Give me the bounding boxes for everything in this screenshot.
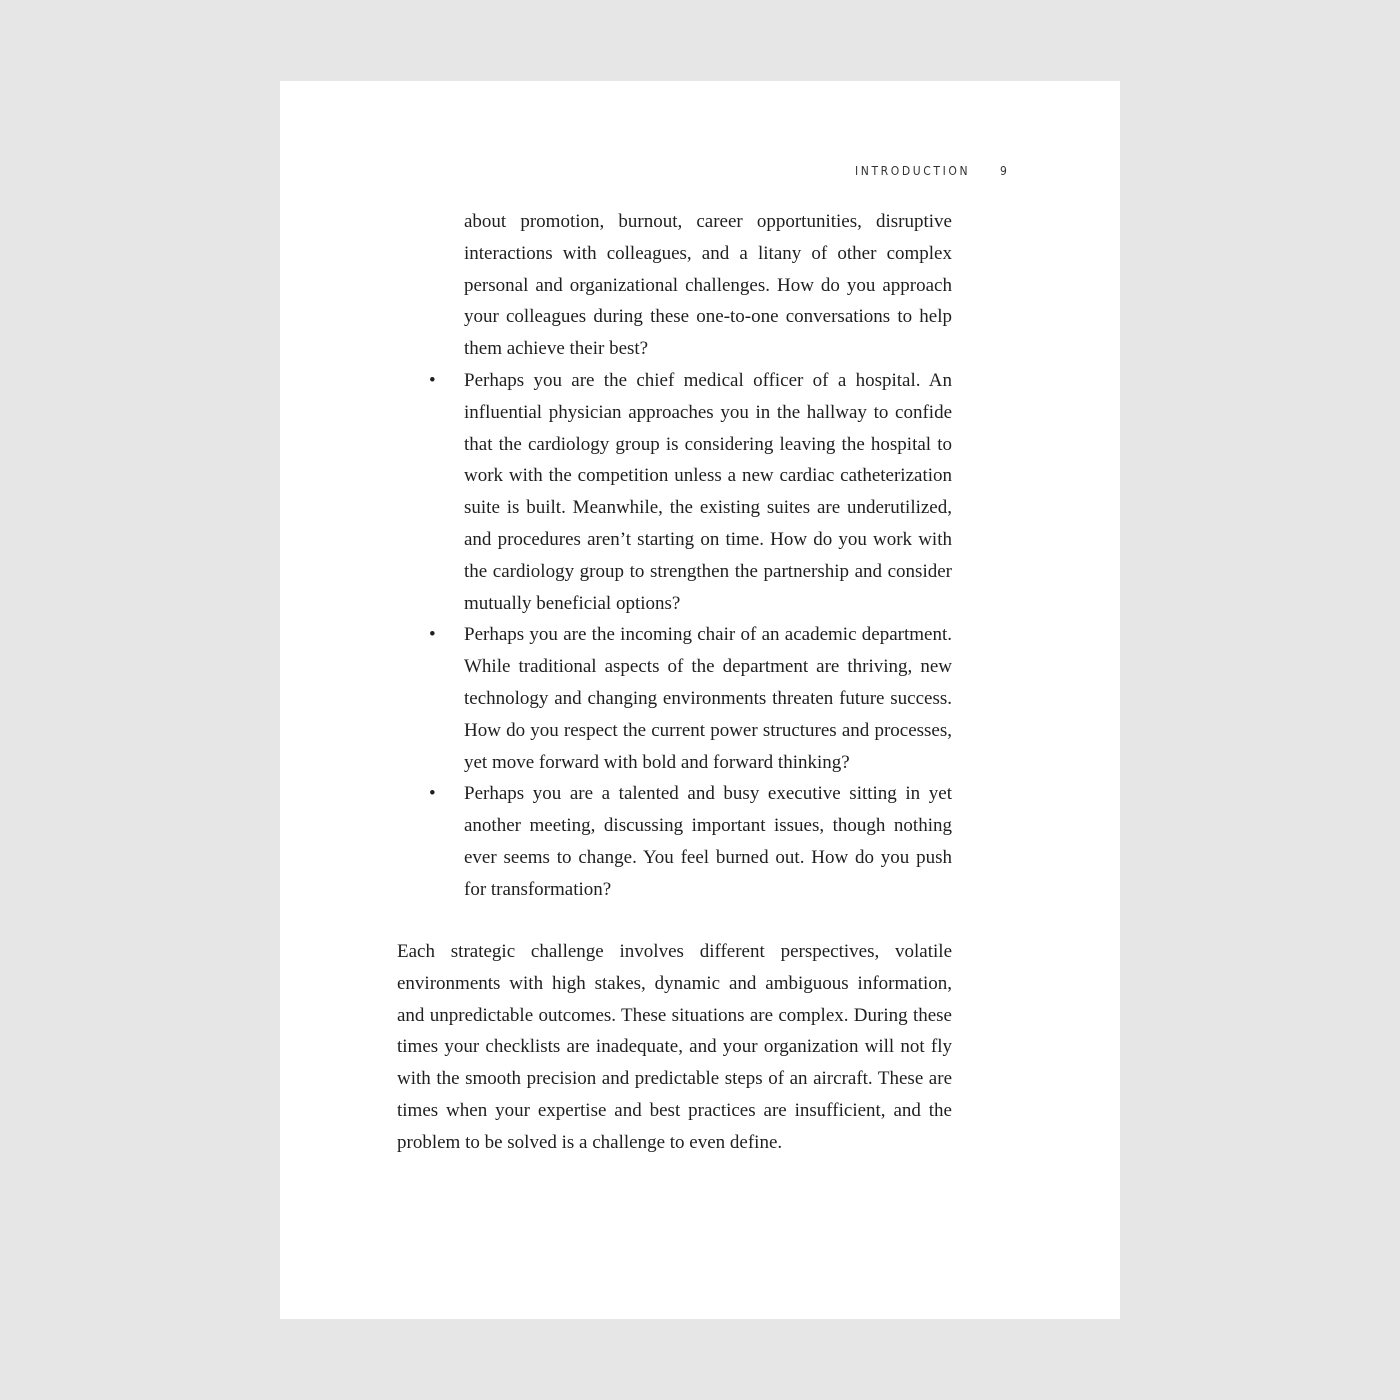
bullet-marker: •	[429, 783, 436, 805]
bullet-list	[429, 206, 952, 906]
page-number: 9	[1000, 164, 1010, 178]
list-item-department-chair	[429, 619, 952, 778]
list-item-text: Perhaps you are the incoming chair of an academic department. While traditional aspects of the department are thriving, new technology and changing environments threaten future success. How do you respect the current power structures and processes, yet move forward with bold and forward thinking?	[464, 624, 952, 773]
chapter-title: INTRODUCTION	[855, 164, 971, 178]
list-item-text: Perhaps you are a talented and busy executive sitting in yet another meeting, discussing important issues, though nothing ever seems to change. You feel burned out. How do you push for transformation?	[464, 783, 952, 900]
list-item-chief-medical-officer	[429, 365, 952, 619]
running-head	[280, 164, 1120, 184]
list-item-text: about promotion, burnout, career opportunities, disruptive interactions with colleagues, and a litany of other complex personal and organizational challenges. How do you approach your colleagues during these one-to-one conversations to help them achieve their best?	[464, 211, 952, 360]
bullet-marker: •	[429, 369, 436, 391]
list-item-continuation	[464, 206, 952, 365]
list-item-executive	[429, 778, 952, 905]
body-paragraph: Each strategic challenge involves different perspectives, volatile environments with high stakes, dynamic and ambiguous information, and unpredictable outcomes. These situations are complex. During these times your checklists are inadequate, and your organization will not fly with the smooth precision and predictable steps of an aircraft. These are times when your expertise and best practices are insufficient, and the problem to be solved is a challenge to even define.	[397, 941, 952, 1153]
list-item-text: Perhaps you are the chief medical officer of a hospital. An influential physician approaches you in the hallway to confide that the cardiology group is considering leaving the hospital to work with the competition unless a new cardiac catheterization suite is built. Meanwhile, the existing suites are underutilized, and procedures aren’t starting on time. How do you work with the cardiology group to strengthen the partnership and consider mutually beneficial options?	[464, 369, 952, 614]
bullet-marker: •	[429, 624, 436, 646]
